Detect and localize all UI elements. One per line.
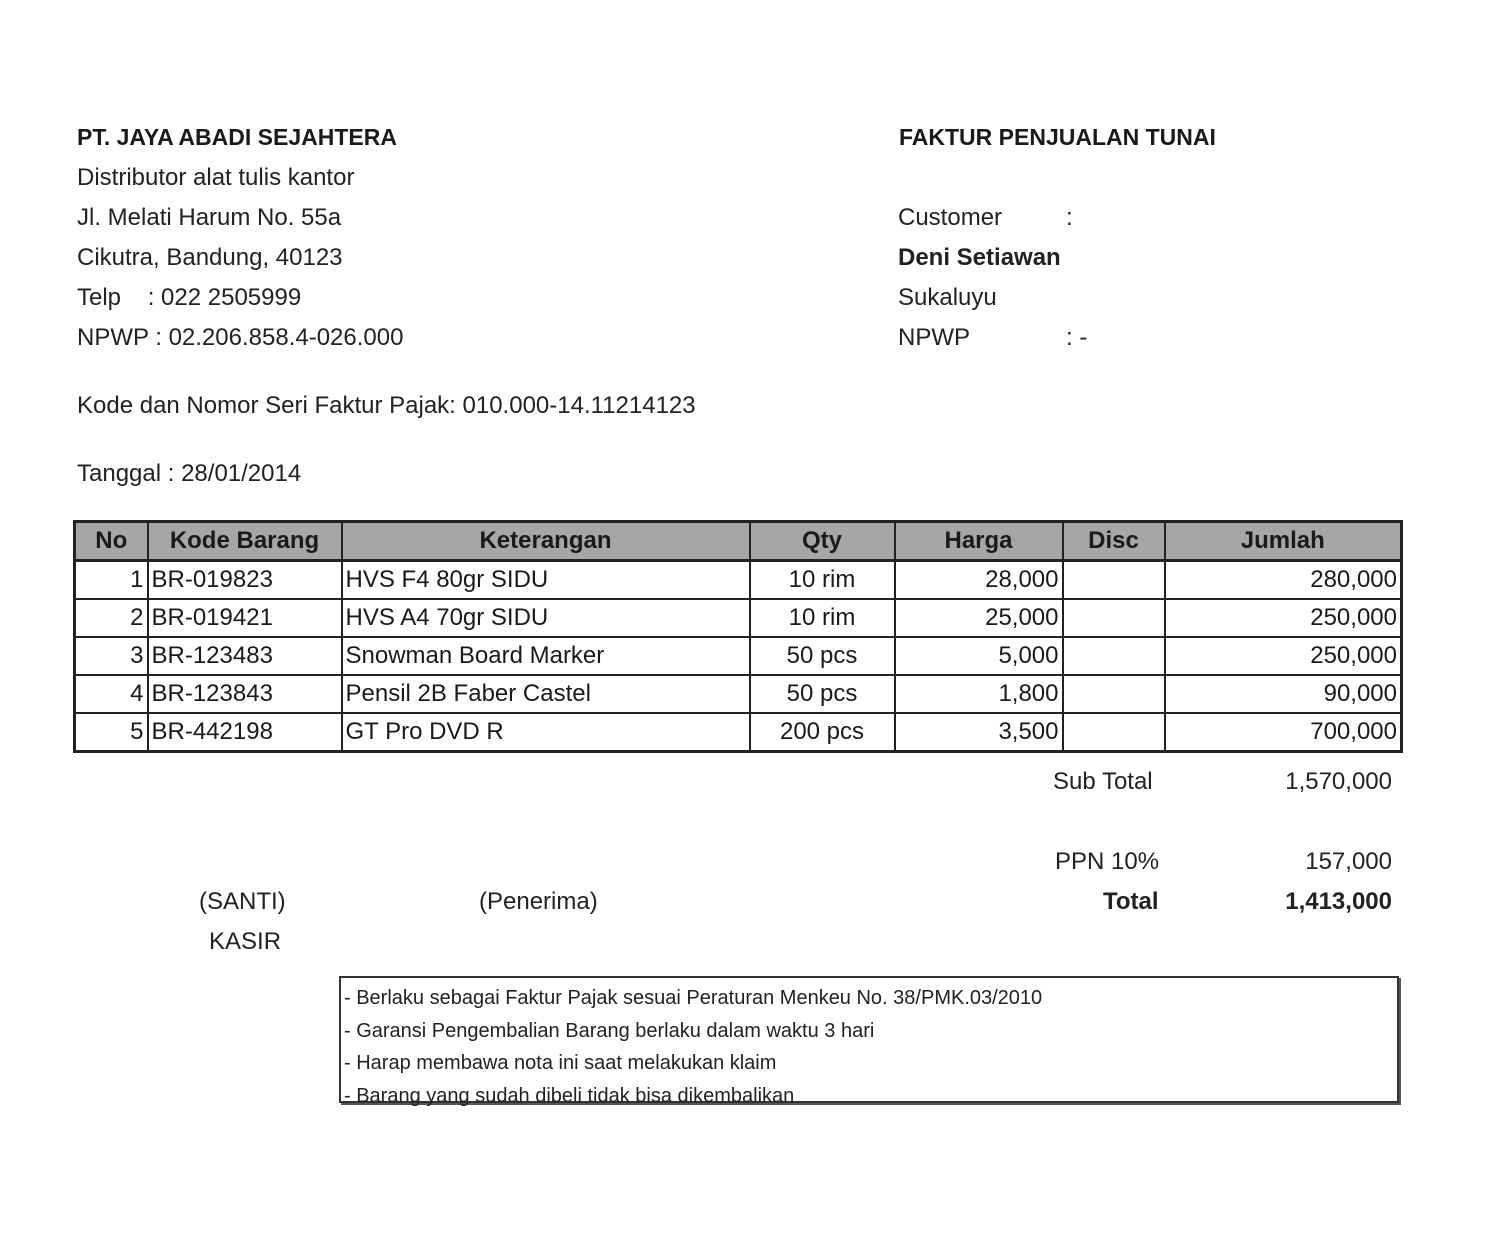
company-phone: Telp : 022 2505999 xyxy=(77,284,302,311)
invoice-title: FAKTUR PENJUALAN TUNAI xyxy=(899,124,1216,150)
customer-name: Deni Setiawan xyxy=(898,244,1061,271)
cell-discount xyxy=(1063,675,1165,713)
cell-description: Snowman Board Marker xyxy=(342,637,750,675)
cell-no: 5 xyxy=(75,713,148,752)
cell-discount xyxy=(1063,561,1165,600)
note-line: - Garansi Pengembalian Barang berlaku dalam waktu 3 hari xyxy=(344,1019,875,1042)
company-address-line2: Cikutra, Bandung, 40123 xyxy=(77,244,343,271)
subtotal-value: 1,570,000 xyxy=(1285,768,1392,795)
company-address-line1: Jl. Melati Harum No. 55a xyxy=(77,204,342,231)
cell-price: 1,800 xyxy=(895,675,1063,713)
cell-qty: 10 rim xyxy=(750,561,895,600)
table-row xyxy=(75,713,1402,752)
cell-description: GT Pro DVD R xyxy=(342,713,750,752)
cell-code: BR-123483 xyxy=(148,637,342,675)
cell-description: HVS F4 80gr SIDU xyxy=(342,561,750,600)
cell-description: HVS A4 70gr SIDU xyxy=(342,599,750,637)
cell-amount: 250,000 xyxy=(1165,599,1402,637)
column-header-qty: Qty xyxy=(750,522,895,561)
customer-separator: : xyxy=(1066,204,1073,231)
items-table xyxy=(73,520,1403,753)
table-row xyxy=(75,561,1402,600)
table-header-row xyxy=(75,522,1402,561)
customer-label: Customer xyxy=(898,204,1003,231)
tax-label: PPN 10% xyxy=(1055,848,1160,875)
tax-value: 157,000 xyxy=(1305,848,1392,875)
table-row xyxy=(75,637,1402,675)
cell-no: 4 xyxy=(75,675,148,713)
column-header-price: Harga xyxy=(895,522,1063,561)
cell-qty: 50 pcs xyxy=(750,675,895,713)
cell-amount: 90,000 xyxy=(1165,675,1402,713)
company-npwp: NPWP : 02.206.858.4-026.000 xyxy=(77,324,404,351)
cell-amount: 700,000 xyxy=(1165,713,1402,752)
total-label: Total xyxy=(1103,888,1159,915)
cell-price: 25,000 xyxy=(895,599,1063,637)
note-line: - Barang yang sudah dibeli tidak bisa dikembalikan xyxy=(344,1084,795,1107)
cell-no: 2 xyxy=(75,599,148,637)
company-name: PT. JAYA ABADI SEJAHTERA xyxy=(77,124,397,150)
cell-amount: 280,000 xyxy=(1165,561,1402,600)
note-line: - Berlaku sebagai Faktur Pajak sesuai Peraturan Menkeu No. 38/PMK.03/2010 xyxy=(344,987,1043,1009)
cell-discount xyxy=(1063,713,1165,752)
cell-no: 3 xyxy=(75,637,148,675)
column-header-code: Kode Barang xyxy=(148,522,342,561)
customer-npwp-label: NPWP xyxy=(898,324,970,351)
customer-npwp-value: : - xyxy=(1066,324,1088,351)
cashier-name: (SANTI) xyxy=(199,888,286,915)
cell-code: BR-019421 xyxy=(148,599,342,637)
column-header-description: Keterangan xyxy=(342,522,750,561)
total-value: 1,413,000 xyxy=(1285,888,1392,915)
cashier-role: KASIR xyxy=(209,928,282,955)
column-header-discount: Disc xyxy=(1063,522,1165,561)
cell-code: BR-442198 xyxy=(148,713,342,752)
tax-invoice-serial: Kode dan Nomor Seri Faktur Pajak: 010.000-14.11214123 xyxy=(77,392,696,419)
customer-city: Sukaluyu xyxy=(898,284,997,311)
cell-discount xyxy=(1063,637,1165,675)
table-row xyxy=(75,599,1402,637)
cell-qty: 10 rim xyxy=(750,599,895,637)
cell-price: 5,000 xyxy=(895,637,1063,675)
cell-price: 3,500 xyxy=(895,713,1063,752)
subtotal-label: Sub Total xyxy=(1053,768,1153,795)
cell-qty: 200 pcs xyxy=(750,713,895,752)
invoice-date: Tanggal : 28/01/2014 xyxy=(77,460,302,487)
cell-discount xyxy=(1063,599,1165,637)
cell-qty: 50 pcs xyxy=(750,637,895,675)
column-header-amount: Jumlah xyxy=(1165,522,1402,561)
cell-amount: 250,000 xyxy=(1165,637,1402,675)
table-row xyxy=(75,675,1402,713)
cell-no: 1 xyxy=(75,561,148,600)
cell-description: Pensil 2B Faber Castel xyxy=(342,675,750,713)
company-tagline: Distributor alat tulis kantor xyxy=(77,164,355,191)
note-line: - Harap membawa nota ini saat melakukan klaim xyxy=(344,1052,777,1074)
cell-code: BR-019823 xyxy=(148,561,342,600)
cell-price: 28,000 xyxy=(895,561,1063,600)
column-header-no: No xyxy=(75,522,148,561)
terms-notes-box xyxy=(339,976,1399,1107)
receiver-signature: (Penerima) xyxy=(479,888,598,915)
cell-code: BR-123843 xyxy=(148,675,342,713)
